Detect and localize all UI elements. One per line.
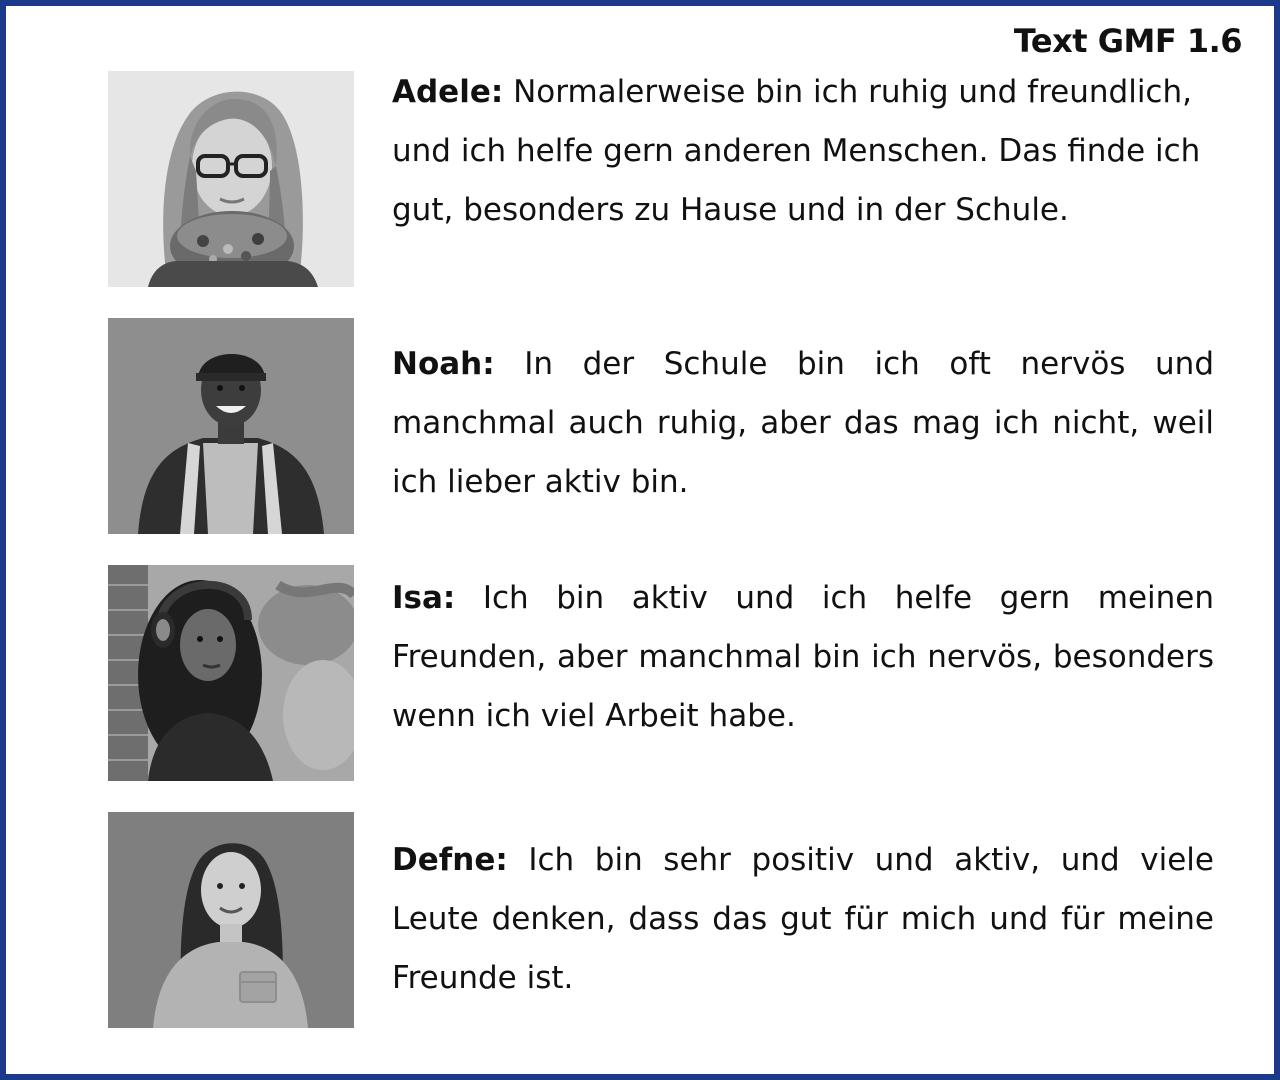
entry-text <box>392 831 1214 1008</box>
entry-noah <box>108 318 1214 534</box>
entry-name: Adele: <box>392 74 504 110</box>
entry-name: Isa: <box>392 580 456 616</box>
entry-text <box>392 63 1214 240</box>
entry-text <box>392 569 1214 746</box>
entry-body: In der Schule bin ich oft nervös und manchmal auch ruhig, aber das mag ich nicht, weil ich lieber aktiv bin. <box>392 346 1214 500</box>
portrait-girl-glasses-scarf-icon <box>108 71 354 287</box>
entry-defne <box>108 812 1214 1028</box>
entry-body: Normalerweise bin ich ruhig und freundlich, und ich helfe gern anderen Menschen. Das finde ich gut, besonders zu Hause und in der Schule. <box>392 74 1201 228</box>
portrait-girl-headphones-icon <box>108 565 354 781</box>
entry-name: Defne: <box>392 842 508 878</box>
page-title: Text GMF 1.6 <box>1013 22 1242 60</box>
entry-adele <box>108 71 1214 287</box>
entry-body: Ich bin sehr positiv und aktiv, und viele Leute denken, dass das gut für mich und für meine Freunde ist. <box>392 842 1214 996</box>
entry-name: Noah: <box>392 346 495 382</box>
entry-isa <box>108 565 1214 781</box>
portrait-girl-long-hair-icon <box>108 812 354 1028</box>
portrait-boy-cap-backpack-icon <box>108 318 354 534</box>
entry-body: Ich bin aktiv und ich helfe gern meinen Freunden, aber manchmal bin ich nervös, besonders wenn ich viel Arbeit habe. <box>392 580 1214 734</box>
entry-text <box>392 335 1214 512</box>
